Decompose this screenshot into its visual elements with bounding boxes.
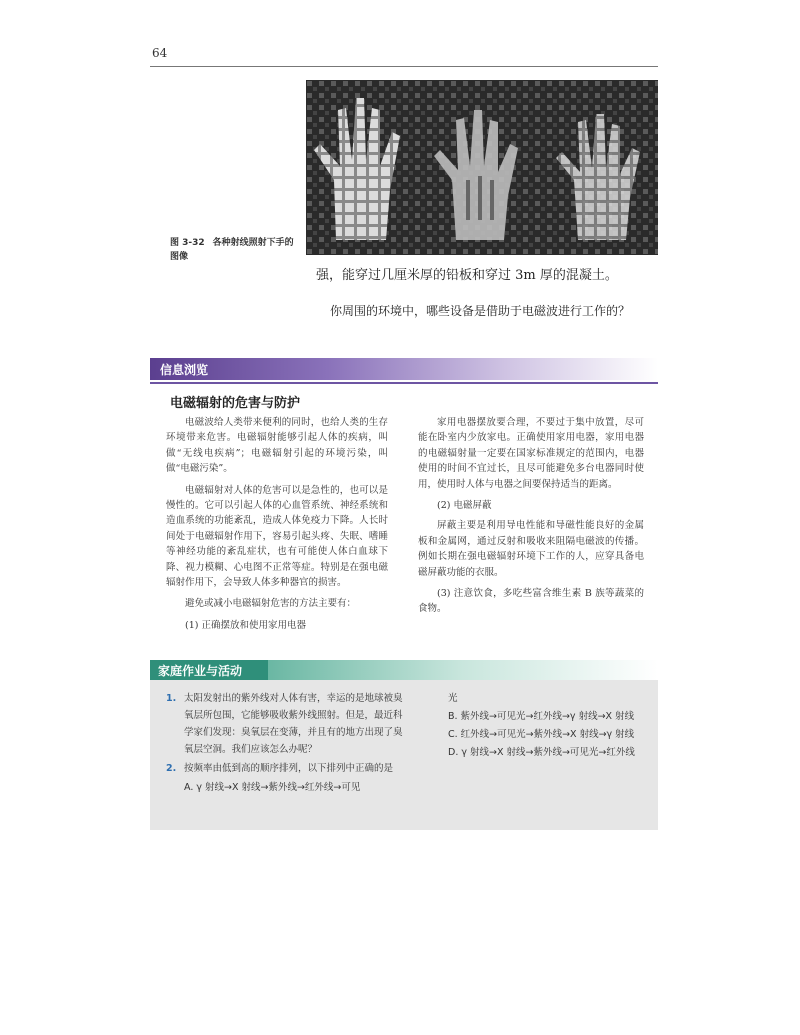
info-banner [150, 358, 658, 380]
option-d: D. γ 射线→X 射线→紫外线→可见光→红外线 [448, 747, 635, 758]
figure-caption [170, 236, 300, 264]
figure-caption-text: 各种射线照射下手的图像 [170, 238, 294, 262]
info-paragraph: 屏蔽主要是利用导电性能和导磁性能良好的金属板和金属网，通过反射和吸收来阻隔电磁波的传播。例如长期在强电磁辐射环境下工作的人，应穿具备电磁屏蔽功能的衣服。 [418, 520, 644, 578]
info-paragraph: 避免或减小电磁辐射危害的方法主要有： [185, 598, 357, 610]
option-b: B. 紫外线→可见光→红外线→γ 射线→X 射线 [448, 711, 635, 722]
page-number: 64 [152, 46, 168, 60]
info-left-column [166, 415, 388, 638]
question-number: 2. [166, 763, 177, 774]
homework-left-column [166, 690, 406, 796]
info-paragraph: 电磁辐射对人体的危害可以是急性的，也可以是慢性的。它可以引起人体的心血管系统、神经系统和造血系统的功能紊乱，造成人体免疫力下降。人长时间处于电磁辐射作用下，容易引起头疼、失眠、嗜睡等神经功能的紊乱症状，也有可能使人体白血球下降、视力模糊、心电图不正常等症。特别是在强电磁辐射作用下，会导致人体多种器官的损害。 [166, 484, 388, 589]
homework-question-1 [166, 690, 406, 758]
question-text: 太阳发射出的紫外线对人体有害，幸运的是地球被臭氧层所包围，它能够吸收紫外线照射。但是，最近科学家们发现：臭氧层在变薄，并且有的地方出现了臭氧层空洞。我们应该怎么办呢？ [184, 693, 403, 755]
question-number: 1. [166, 693, 177, 704]
info-paragraph: 电磁波给人类带来便利的同时，也给人类的生存环境带来危害。电磁辐射能够引起人体的疾病，叫做“无线电疾病”；电磁辐射引起的环境污染，叫做“电磁污染”。 [166, 417, 388, 475]
info-right-column [418, 415, 644, 623]
option-a: A. γ 射线→X 射线→紫外线→红外线→可见 [184, 782, 361, 793]
info-subheading: (1) 正确摆放和使用家用电器 [185, 619, 306, 631]
x-ray-hands-image [306, 80, 658, 255]
homework-right-column [430, 690, 650, 762]
header-rule [150, 66, 658, 67]
homework-banner-label: 家庭作业与活动 [158, 664, 243, 678]
info-subheading: (2) 电磁屏蔽 [437, 500, 492, 512]
question-text: 按频率由低到高的顺序排列，以下排列中正确的是 [184, 763, 394, 774]
figure-number: 图 3-32 [170, 238, 205, 248]
info-paragraph: 家用电器摆放要合理，不要过于集中放置，尽可能在卧室内少放家电。正确使用家用电器，家用电器的电磁辐射量一定要在国家标准规定的范围内，电器使用的时间不宜过长，且尽可能避免多台电器同时使用，使用时人体与电器之间要保持适当的距离。 [418, 417, 644, 490]
homework-banner [150, 660, 658, 680]
info-paragraph: (3) 注意饮食，多吃些富含维生素 B 族等蔬菜的食物。 [418, 588, 644, 615]
option-a-continued: 光 [448, 693, 458, 704]
info-banner-label: 信息浏览 [160, 363, 209, 377]
x-ray-hands-icon [306, 80, 658, 255]
option-c: C. 红外线→可见光→紫外线→X 射线→γ 射线 [448, 729, 635, 740]
section-title: 电磁辐射的危害与防护 [170, 396, 301, 411]
homework-question-2 [166, 760, 406, 777]
body-question: 你周围的环境中，哪些设备是借助于电磁波进行工作的？ [330, 304, 631, 318]
body-text-line: 强，能穿过几厘米厚的铅板和穿过 3m 厚的混凝土。 [316, 268, 618, 283]
homework-tab-fade [268, 660, 658, 680]
info-rule [150, 382, 658, 384]
